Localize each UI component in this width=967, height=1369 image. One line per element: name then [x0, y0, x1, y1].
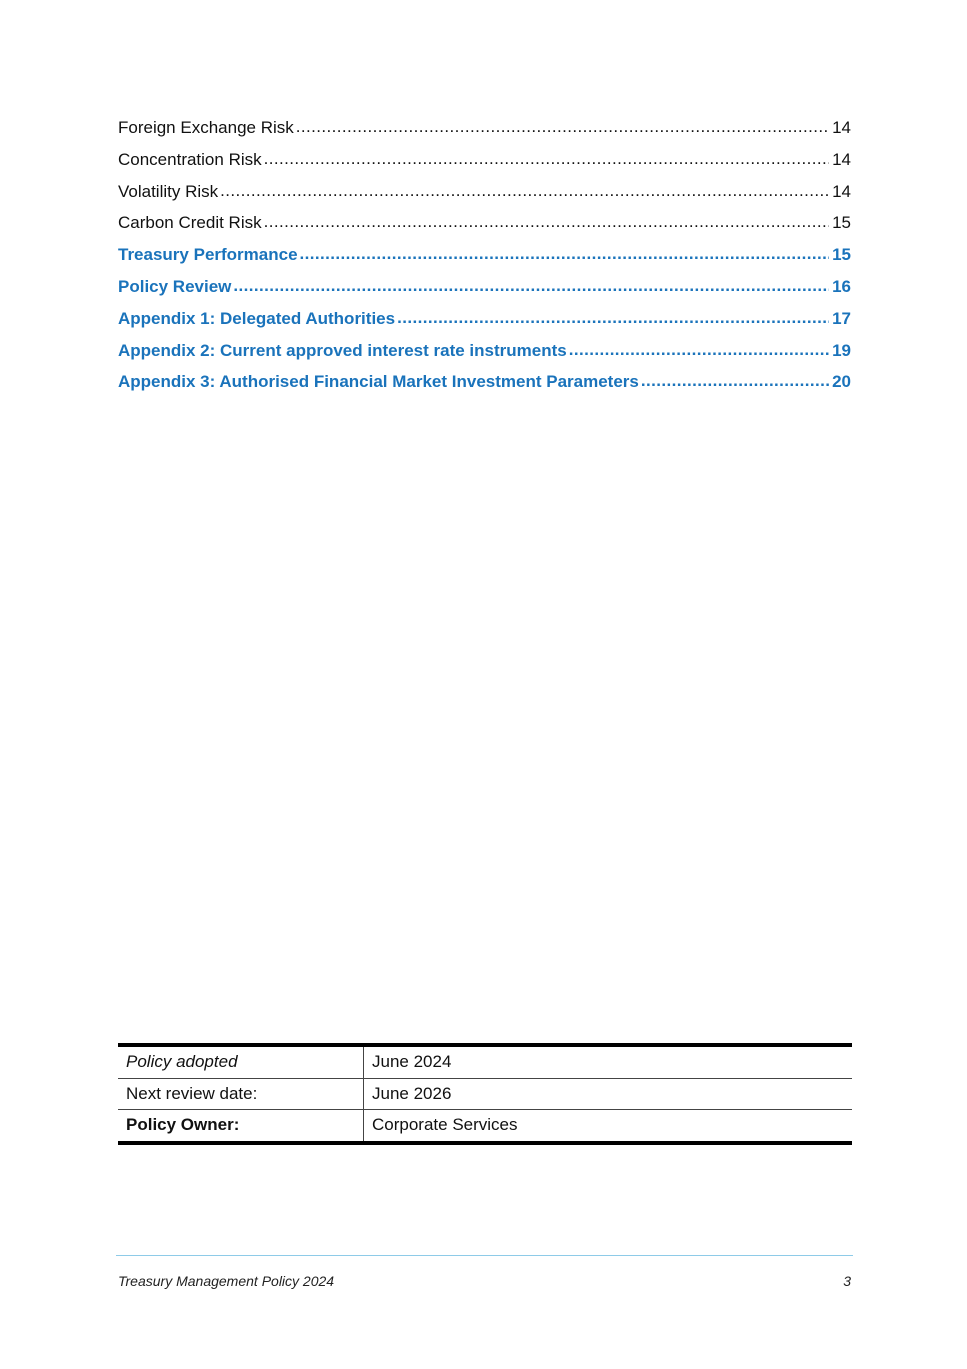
toc-entry-title: Appendix 3: Authorised Financial Market Investment Parameters — [118, 372, 639, 392]
toc-dot-leader — [220, 176, 829, 207]
toc-entry-page: 17 — [832, 308, 851, 328]
footer-document-title: Treasury Management Policy 2024 — [118, 1273, 335, 1289]
table-row — [118, 1045, 852, 1078]
toc-dot-leader — [264, 144, 829, 175]
toc-entry-page: 14 — [832, 181, 851, 201]
policy-adopted-value: June 2024 — [372, 1052, 452, 1072]
next-review-date-label: Next review date: — [118, 1078, 364, 1110]
toc-dot-leader — [233, 271, 829, 302]
toc-entry-concentration-risk[interactable] — [118, 144, 851, 176]
toc-dot-leader — [300, 239, 830, 270]
policy-info-table — [118, 1043, 852, 1145]
footer-page-number: 3 — [843, 1273, 851, 1289]
toc-dot-leader — [264, 207, 829, 238]
table-of-contents — [118, 112, 851, 398]
toc-dot-leader — [569, 335, 829, 366]
policy-owner-value: Corporate Services — [364, 1110, 853, 1143]
toc-entry-page: 15 — [832, 213, 851, 233]
toc-entry-page: 14 — [832, 149, 851, 169]
toc-entry-title: Policy Review — [118, 276, 232, 296]
toc-entry-page: 16 — [832, 276, 851, 296]
toc-entry-treasury-performance[interactable] — [118, 239, 851, 271]
toc-entry-title: Concentration Risk — [118, 149, 262, 169]
toc-entry-volatility-risk[interactable] — [118, 176, 851, 208]
toc-entry-page: 15 — [832, 245, 851, 265]
toc-entry-page: 20 — [832, 372, 851, 392]
toc-entry-page: 14 — [832, 118, 851, 137]
toc-entry-title: Appendix 1: Delegated Authorities — [118, 308, 396, 328]
policy-owner-label: Policy Owner: — [118, 1110, 364, 1143]
toc-entry-title: Treasury Performance — [118, 245, 298, 265]
toc-entry-foreign-exchange-risk[interactable] — [118, 112, 851, 144]
toc-dot-leader — [397, 303, 829, 334]
toc-entry-title: Foreign Exchange Risk — [118, 118, 294, 137]
toc-entry-carbon-credit-risk[interactable] — [118, 207, 851, 239]
toc-entry-page: 19 — [832, 340, 851, 360]
toc-entry-title: Appendix 2: Current approved interest rate instruments — [118, 340, 567, 360]
table-row — [118, 1078, 852, 1110]
toc-entry-policy-review[interactable] — [118, 271, 851, 303]
toc-entry-title: Carbon Credit Risk — [118, 213, 262, 233]
toc-entry-appendix-1[interactable] — [118, 303, 851, 335]
toc-entry-appendix-2[interactable] — [118, 335, 851, 367]
table-row — [118, 1110, 852, 1143]
next-review-date-value: June 2026 — [364, 1078, 853, 1110]
toc-entry-appendix-3[interactable] — [118, 366, 851, 398]
toc-dot-leader — [641, 366, 829, 397]
toc-dot-leader — [296, 112, 829, 143]
footer-divider — [116, 1255, 853, 1256]
toc-entry-title: Volatility Risk — [118, 181, 219, 201]
policy-adopted-label: Policy adopted — [118, 1045, 364, 1078]
